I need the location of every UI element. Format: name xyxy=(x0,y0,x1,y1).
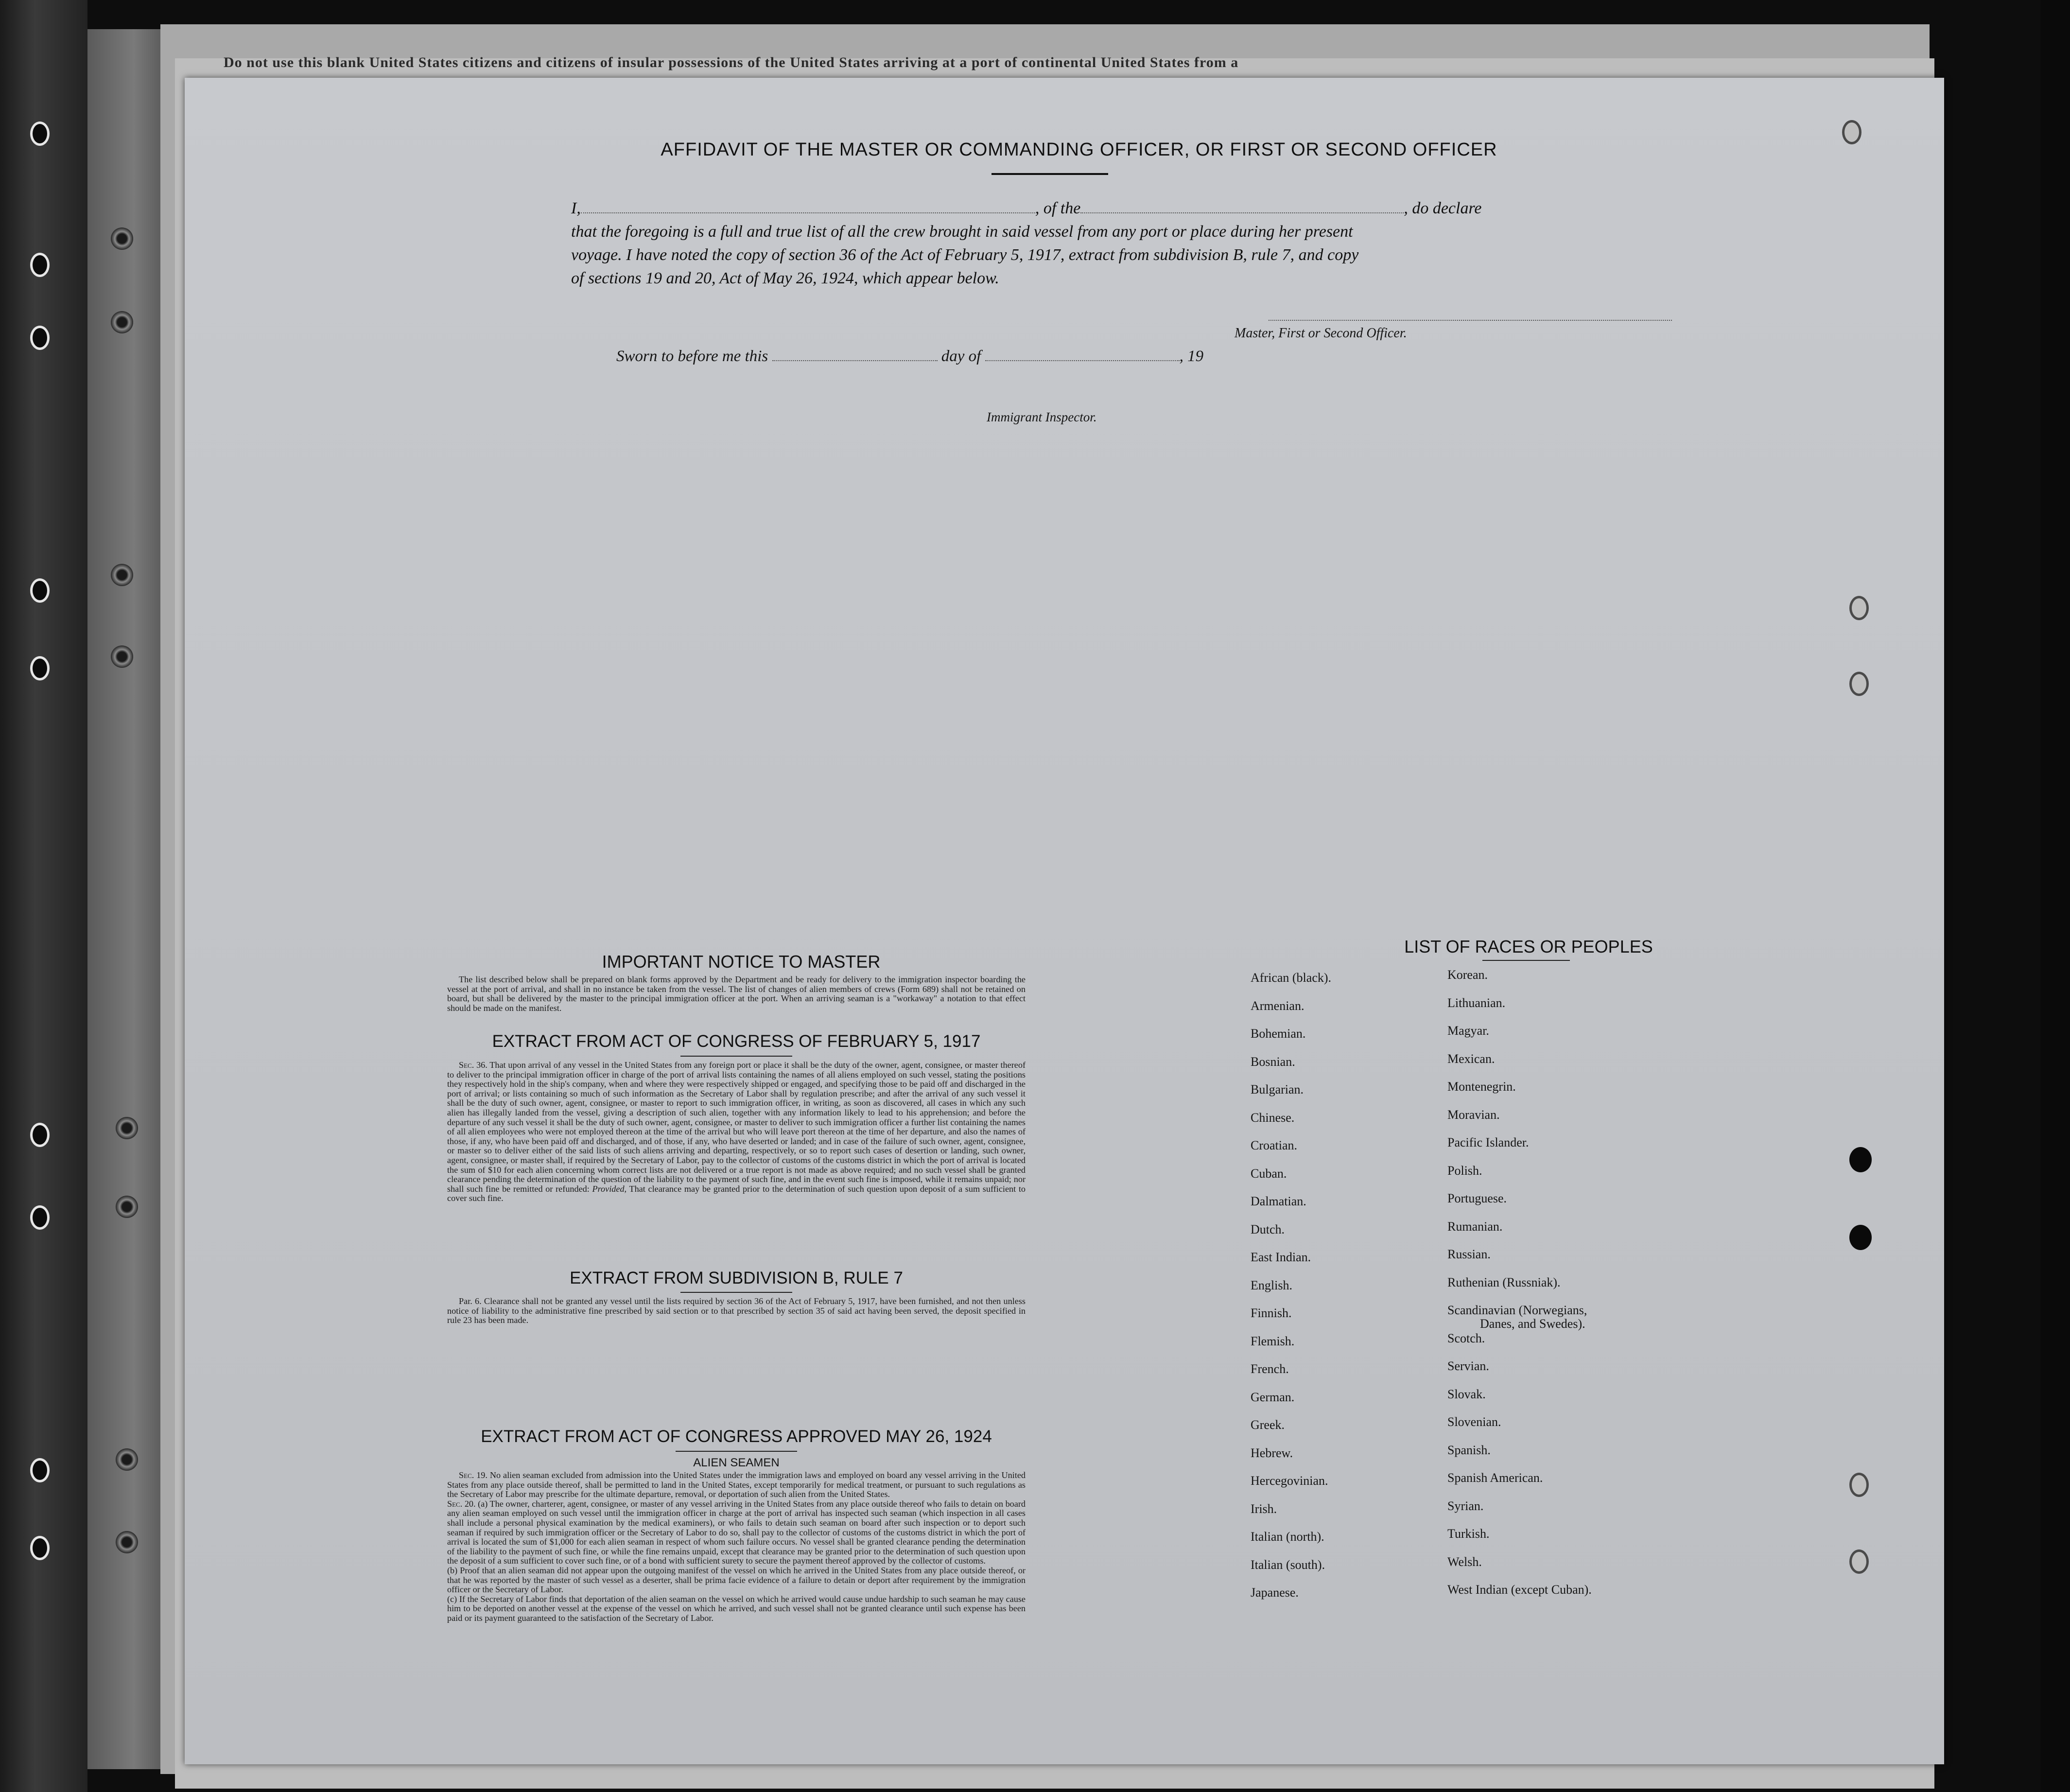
race-item: Croatian. xyxy=(1251,1138,1298,1152)
race-item: Dalmatian. xyxy=(1251,1194,1306,1208)
race-item: Irish. xyxy=(1251,1501,1277,1516)
binder-ring xyxy=(111,645,133,668)
sec-20c-body: (c) If the Secretary of Labor finds that deportation of the alien seaman on the vessel on which he arrived would cause undue hardship to such seaman he may cause him to be deported on another vessel at the expense of the vessel on which he arrived, and such vessel shall not be granted clearance until such expense has been paid or its payment guaranteed to the satisfaction of the Secretary of Labor. xyxy=(447,1594,1026,1623)
race-item: Rumanian. xyxy=(1447,1219,1503,1234)
binder-ring xyxy=(116,1531,138,1553)
race-item: Polish. xyxy=(1447,1163,1482,1178)
binder-hole xyxy=(30,1205,50,1230)
section-rule xyxy=(1482,960,1570,961)
race-item: Slovak. xyxy=(1447,1387,1486,1401)
binder-hole xyxy=(30,253,50,277)
sec-19-label: Sec. 19. xyxy=(459,1470,487,1480)
affidavit-do-declare-label: , do declare xyxy=(1404,199,1482,217)
signature-label: Master, First or Second Officer. xyxy=(1235,326,1407,341)
sec-19-body: No alien seaman excluded from admission into the United States under the immigration laws and employed on board any vessel arriving in the United States from any place outside thereof, shall be permitted to land in the United States, except temporarily for medical treatment, or pursuant to such regulations as the Secretary of Labor may prescribe for the ultimate departure, removal, or deportation of such alien from the United States. xyxy=(447,1470,1026,1499)
race-item: Turkish. xyxy=(1447,1527,1490,1541)
race-item: German. xyxy=(1251,1390,1295,1404)
manifest-page xyxy=(185,78,1944,1764)
extract-rule7-title: EXTRACT FROM SUBDIVISION B, RULE 7 xyxy=(570,1269,903,1287)
punch-hole xyxy=(1849,1473,1869,1497)
sec-36-body: That upon arrival of any vessel in the United States from any foreign port or place it shall be the duty of the owner, agent, consignee, or master thereof to deliver to the principal immigration officer in charge of the port of arrival lists containing the names of all aliens employed on such vessel, stating the positions they respectively hold in the ship's company, when and where they were respectively shipped or engaged, and specifying those to be paid off and discharged in the port of arrival; or lists containing so much of such information as the Secretary of Labor shall by regulation prescribe; and after the arrival of any such vessel it shall be the duty of such owner, agent, consignee, or master to report to such immigration officer, in writing, as soon as discovered, all cases in which any such alien has illegally landed from the vessel, giving a description of such alien, together with any information likely to lead to his apprehension; and before the departure of any such vessel it shall be the duty of such owner, agent, consignee, or master to deliver to such immigration officer a further list containing the names of all alien employees who were not employed thereon at the time of the arrival but who will leave port thereon at the time of her departure, and also the names of those, if any, who have been paid off and discharged, and of those, if any, who have deserted or landed; and in case of the failure of such owner, agent, consignee, or master so to deliver either of the said lists of such aliens arriving and departing, respectively, or so to report such cases of desertion or landing, such owner, agent, consignee, or master shall, if required by the Secretary of Labor, pay to the collector of customs of the customs district in which the port of arrival is located the sum of $10 for each alien concerning whom correct lists are not delivered or a true report is not made as above required; and no such vessel shall be granted clearance pending the determination of the question of the liability to the payment of such fine, and in the event such fine is imposed, while it remains unpaid; nor shall such fine be remitted or refunded: xyxy=(447,1060,1026,1194)
binder-hole xyxy=(30,326,50,350)
year-prefix-label: , 19 xyxy=(1179,348,1204,365)
race-item: Hebrew. xyxy=(1251,1445,1293,1460)
punch-hole xyxy=(1849,672,1869,696)
race-item: Bosnian. xyxy=(1251,1054,1295,1069)
section-rule xyxy=(680,1056,792,1057)
race-item: Korean. xyxy=(1447,968,1488,982)
race-item: Ruthenian (Russniak). xyxy=(1447,1275,1561,1289)
affidavit-declaration-line xyxy=(571,199,1482,218)
binder-ring xyxy=(116,1448,138,1471)
binder-hole xyxy=(30,1458,50,1482)
extract-rule7-text: Par. 6. Clearance shall not be granted any vessel until the lists required by section 36 of the Act of February 5, 1917, have been furnished, and not then unless notice of liability to the administrative fine prescribed by said section or to that prescribed by section 35 of said act having been served, the deposit specified in rule 23 has been made. xyxy=(447,1296,1026,1325)
race-item: English. xyxy=(1251,1278,1292,1292)
race-item: Moravian. xyxy=(1447,1107,1500,1122)
punch-hole xyxy=(1849,596,1869,620)
provided-label: Provided, xyxy=(592,1183,627,1194)
sec-20b-body: (b) Proof that an alien seaman did not appear upon the outgoing manifest of the vessel on which he arrived in the United States from any place outside thereof, or that he was reported by the master of such vessel as a deserter, shall be prima facie evidence of a failure to detain or deport after requirement by the immigration officer or the Secretary of Labor. xyxy=(447,1565,1026,1595)
sworn-label: Sworn to before me this xyxy=(616,348,768,365)
race-item: Bulgarian. xyxy=(1251,1082,1304,1096)
race-item: Hercegovinian. xyxy=(1251,1474,1328,1488)
race-item: Servian. xyxy=(1447,1359,1489,1373)
affidavit-text-line-2: that the foregoing is a full and true list of all the crew brought in said vessel from any port or place during her present xyxy=(571,223,1353,241)
race-item: African (black). xyxy=(1251,971,1332,985)
race-item: Welsh. xyxy=(1447,1554,1482,1569)
affidavit-text-line-3: voyage. I have noted the copy of section 36 of the Act of February 5, 1917, extract from subdivision B, rule 7, and copy xyxy=(571,246,1359,264)
extract-1924-text xyxy=(447,1471,1026,1623)
sec-36-end: That clearance may be granted prior to the determination of such question upon deposit of a sum sufficient to cover such fine. xyxy=(447,1183,1026,1203)
binder-hole xyxy=(30,578,50,603)
section-rule xyxy=(676,1451,797,1452)
race-item: Greek. xyxy=(1251,1418,1285,1432)
race-item: Italian (north). xyxy=(1251,1530,1324,1544)
race-item: East Indian. xyxy=(1251,1250,1311,1264)
race-item: Syrian. xyxy=(1447,1498,1484,1513)
race-item: Cuban. xyxy=(1251,1166,1287,1181)
day-of-label: day of xyxy=(941,348,981,365)
affidavit-i-label: I, xyxy=(571,199,581,217)
race-item: Dutch. xyxy=(1251,1222,1285,1236)
race-item: Italian (south). xyxy=(1251,1557,1325,1572)
race-item: Mexican. xyxy=(1447,1051,1495,1066)
binder-hole xyxy=(30,1536,50,1560)
binder-hole xyxy=(30,656,50,680)
extract-1924-title: EXTRACT FROM ACT OF CONGRESS APPROVED MAY 26, 1924 xyxy=(481,1427,992,1446)
affidavit-text-line-4: of sections 19 and 20, Act of May 26, 1924, which appear below. xyxy=(571,269,999,287)
race-item: Slovenian. xyxy=(1447,1415,1501,1429)
extract-1917-text xyxy=(447,1061,1026,1203)
punch-hole xyxy=(1849,1549,1869,1574)
race-item: Scandinavian (Norwegians, xyxy=(1447,1303,1587,1317)
extract-1917-title: EXTRACT FROM ACT OF CONGRESS OF FEBRUARY 5, 1917 xyxy=(492,1032,981,1051)
sworn-line xyxy=(616,348,1203,365)
race-item: Spanish American. xyxy=(1447,1471,1543,1485)
race-item: Finnish. xyxy=(1251,1306,1292,1320)
affidavit-title: AFFIDAVIT OF THE MASTER OR COMMANDING OFFICER, OR FIRST OR SECOND OFFICER xyxy=(661,139,1497,160)
affidavit-of-the-label: , of the xyxy=(1035,199,1081,217)
race-item: Montenegrin. xyxy=(1447,1079,1516,1094)
race-item: French. xyxy=(1251,1362,1289,1376)
sec-20a-body: (a) The owner, charterer, agent, consignee, or master of any vessel arriving in the United States from any place outside thereof who fails to detain on board any alien seaman employed on such vessel until the immigration officer in charge at the port of arrival has inspected such seaman (which inspection in all cases shall include a personal physical examination by the medical examiners), or who fails to detain such seaman on board after such inspection or to deport such seaman if required by such immigration officer or the Secretary of Labor to do so, shall pay to the collector of customs of the customs district in which the port of arrival is located the sum of $1,000 for each alien seaman in respect of whom such failure occurs. No vessel shall be granted clearance pending the determination of the liability to the payment of such fine, or while the fine remains unpaid, except that clearance may be granted prior to the determination of such question upon the deposit of a sum sufficient to cover such fine, or of a bond with sufficient surety to secure the payment thereof approved by the collector of customs. xyxy=(447,1498,1026,1566)
race-item: Portuguese. xyxy=(1447,1191,1507,1205)
inspector-label: Immigrant Inspector. xyxy=(987,410,1097,424)
binder-ring xyxy=(116,1117,138,1139)
binder-ring xyxy=(111,311,133,333)
race-item: Japanese. xyxy=(1251,1585,1299,1600)
binder-right-edge xyxy=(2041,0,2070,1792)
race-item-wrap: Danes, and Swedes). xyxy=(1480,1317,1585,1331)
race-item: Spanish. xyxy=(1447,1443,1491,1457)
races-title: LIST OF RACES OR PEOPLES xyxy=(1404,937,1653,957)
binder-ring xyxy=(111,227,133,250)
binder-hole xyxy=(30,1123,50,1147)
signature-line xyxy=(1269,320,1672,322)
race-item: Armenian. xyxy=(1251,998,1305,1013)
race-item: Russian. xyxy=(1447,1247,1491,1261)
race-item: Scotch. xyxy=(1447,1331,1485,1345)
sworn-month-blank xyxy=(985,360,1180,361)
punch-hole xyxy=(1849,1225,1872,1250)
race-item: Flemish. xyxy=(1251,1334,1295,1348)
punch-hole xyxy=(1849,1147,1872,1172)
race-item: West Indian (except Cuban). xyxy=(1447,1583,1592,1597)
sec-20-label: Sec. 20. xyxy=(447,1498,476,1509)
race-item: Bohemian. xyxy=(1251,1026,1306,1041)
section-rule xyxy=(680,1292,792,1293)
binder-ring xyxy=(116,1196,138,1218)
officer-name-blank xyxy=(581,212,1035,213)
race-item: Pacific Islander. xyxy=(1447,1135,1529,1149)
binder-hole xyxy=(30,122,50,146)
race-item: Magyar. xyxy=(1447,1024,1489,1038)
notice-title: IMPORTANT NOTICE TO MASTER xyxy=(602,952,881,972)
vessel-name-blank xyxy=(1080,212,1404,213)
binder-ring xyxy=(111,564,133,586)
punch-hole xyxy=(1842,120,1861,144)
race-item: Chinese. xyxy=(1251,1110,1295,1125)
notice-text: The list described below shall be prepared on blank forms approved by the Department and be ready for delivery to the immigration inspector boarding the vessel at the port of arrival, and shall in no instance be taken from the vessel. The list of changes of alien members of crews (Form 689) shall not be retained on board, but shall be delivered by the master to the principal immigration officer at the port. When an arriving seaman is a "workaway" a notation to that effect should be made on the manifest. xyxy=(447,974,1026,1013)
sworn-day-blank xyxy=(772,360,938,361)
sec-36-label: Sec. 36. xyxy=(459,1060,487,1070)
back-sheet-header: Do not use this blank United States citizens and citizens of insular possessions of the United States arriving at a port of continental United States from a xyxy=(224,54,1239,70)
title-underline xyxy=(992,173,1108,175)
race-item: Lithuanian. xyxy=(1447,995,1506,1010)
alien-seamen-subtitle: ALIEN SEAMEN xyxy=(693,1456,780,1469)
